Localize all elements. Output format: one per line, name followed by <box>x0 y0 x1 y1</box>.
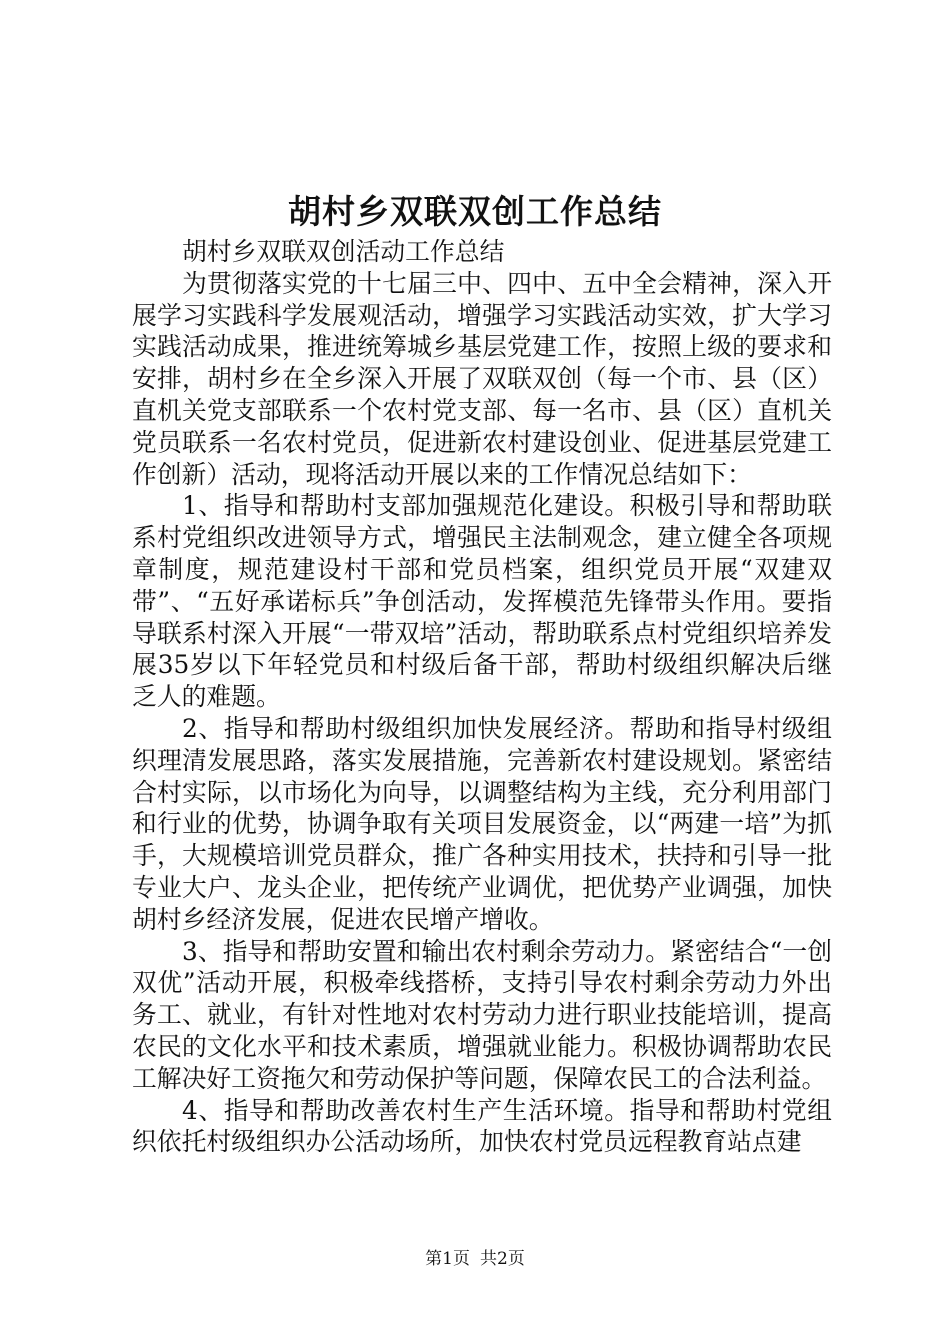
paragraph-item-2: 2、指导和帮助村级组织加快发展经济。帮助和指导村级组织理清发展思路，落实发展措施，完善新农村建设规划。紧密结合村实际，以市场化为向导，以调整结构为主线，充分利用部门和行业的优势，协调争取有关项目发展资金，以“两建一培”为抓手，大规模培训党员群众，推广各种实用技术，扶持和引导一批专业大户、龙头企业，把传统产业调优，把优势产业调强，加快胡村乡经济发展，促进农民增产增收。 <box>132 713 832 934</box>
paragraph-item-1: 1、指导和帮助村支部加强规范化建设。积极引导和帮助联系村党组织改进领导方式，增强民主法制观念，建立健全各项规章制度，规范建设村干部和党员档案，组织党员开展“双建双带”、“五好承诺标兵”争创活动，发挥模范先锋带头作用。要指导联系村深入开展“一带双培”活动，帮助联系点村党组织培养发展35岁以下年轻党员和村级后备干部，帮助村级组织解决后继乏人的难题。 <box>132 491 832 712</box>
paragraph-item-4: 4、指导和帮助改善农村生产生活环境。指导和帮助村党组织依托村级组织办公活动场所，加快农村党员远程教育站点建 <box>132 1095 832 1157</box>
page-total: 共2页 <box>480 1249 525 1269</box>
document-title: 胡村乡双联双创工作总结 <box>288 192 662 231</box>
paragraph-item-3: 3、指导和帮助安置和输出农村剩余劳动力。紧密结合“一创双优”活动开展，积极牵线搭桥，支持引导农村剩余劳动力外出务工、就业，有针对性地对农村劳动力进行职业技能培训，提高农民的文化水平和技术素质，增强就业能力。积极协调帮助农民工解决好工资拖欠和劳动保护等问题，保障农民工的合法利益。 <box>132 936 832 1093</box>
page-footer <box>0 1244 950 1269</box>
paragraph-intro: 为贯彻落实党的十七届三中、四中、五中全会精神，深入开展学习实践科学发展观活动，增强学习实践活动实效，扩大学习实践活动成果，推进统筹城乡基层党建工作，按照上级的要求和安排，胡村乡在全乡深入开展了双联双创（每一个市、县（区）直机关党支部联系一个农村党支部、每一名市、县（区）直机关党员联系一名农村党员，促进新农村建设创业、促进基层党建工作创新）活动，现将活动开展以来的工作情况总结如下： <box>132 268 832 489</box>
document-subtitle: 胡村乡双联双创活动工作总结 <box>182 237 505 266</box>
page-number: 第1页 <box>425 1249 470 1269</box>
document-body <box>132 236 832 1158</box>
